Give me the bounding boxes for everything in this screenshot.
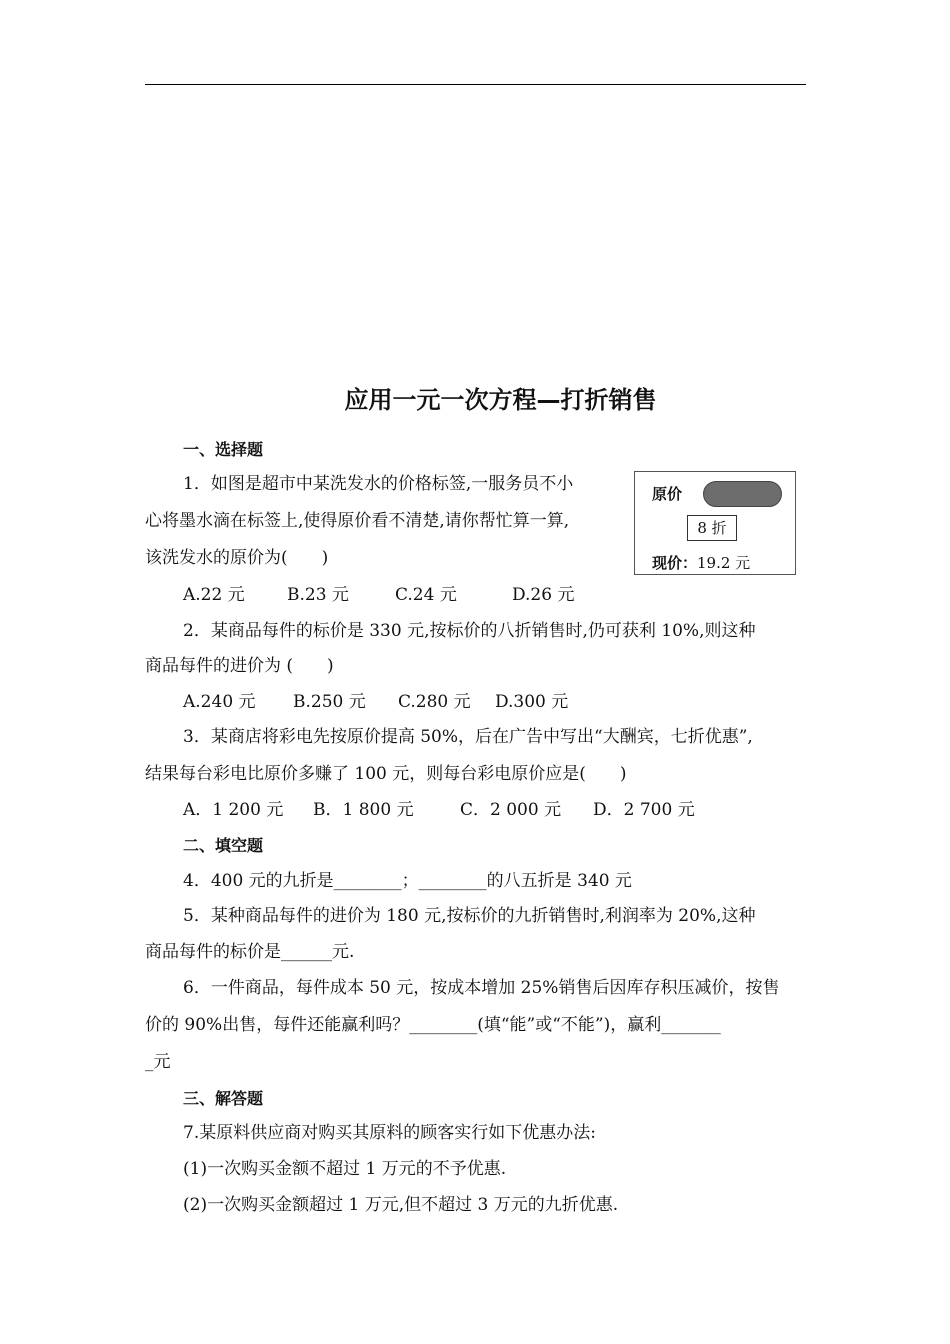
q6-line2: 价的 90%出售，每件还能赢利吗？________(填“能”或“不能”)，赢利_______ <box>145 1015 721 1035</box>
section-answer-heading: 三、解答题 <box>183 1089 264 1108</box>
q2-option-d: D.300 元 <box>495 692 569 712</box>
q3-option-c: C．2 000 元 <box>460 800 562 820</box>
page-title: 应用一元一次方程—打折销售 <box>344 386 657 414</box>
q2-line2: 商品每件的进价为 ( ) <box>145 656 334 676</box>
section-fill-heading: 二、填空题 <box>183 836 264 855</box>
q2-option-b: B.250 元 <box>293 692 366 712</box>
q1-line3: 该洗发水的原价为( ) <box>145 548 329 568</box>
q7-line3: (2)一次购买金额超过 1 万元,但不超过 3 万元的九折优惠. <box>183 1195 619 1215</box>
q4-line1: 4．400 元的九折是________；________的八五折是 340 元 <box>183 871 632 891</box>
ink-blot <box>703 481 782 507</box>
q2-line1: 2．某商品每件的标价是 330 元,按标价的八折销售时,仍可获利 10%,则这种 <box>183 621 756 641</box>
q6-line3: _元 <box>145 1052 171 1072</box>
q3-option-a: A．1 200 元 <box>183 800 284 820</box>
price-tag-current-label: 现价： <box>652 554 698 572</box>
q3-option-b: B．1 800 元 <box>313 800 414 820</box>
q5-line1: 5．某种商品每件的进价为 180 元,按标价的九折销售时,利润率为 20%,这种 <box>183 906 756 926</box>
q1-option-c: C.24 元 <box>395 585 457 605</box>
q1-option-d: D.26 元 <box>512 585 575 605</box>
q5-line2: 商品每件的标价是______元. <box>145 942 355 962</box>
q1-line2: 心将墨水滴在标签上,使得原价看不清楚,请你帮忙算一算, <box>145 511 570 531</box>
q1-option-a: A.22 元 <box>183 585 245 605</box>
price-tag-original-label: 原价 <box>652 485 683 503</box>
price-tag-discount: 8 折 <box>687 515 737 541</box>
q7-line2: (1)一次购买金额不超过 1 万元的不予优惠. <box>183 1159 507 1179</box>
section-choice-heading: 一、选择题 <box>183 440 264 459</box>
q3-options <box>183 800 695 820</box>
header-rule <box>145 84 806 85</box>
q3-line1: 3．某商店将彩电先按原价提高 50%，后在广告中写出“大酬宾，七折优惠”, <box>183 727 753 747</box>
q1-line1: 1．如图是超市中某洗发水的价格标签,一服务员不小 <box>183 474 574 494</box>
q2-option-a: A.240 元 <box>183 692 256 712</box>
q2-options <box>183 692 568 712</box>
q1-option-b: B.23 元 <box>287 585 349 605</box>
q1-options <box>183 585 574 605</box>
price-tag-current <box>652 552 750 573</box>
q7-line1: 7.某原料供应商对购买其原料的顾客实行如下优惠办法: <box>183 1123 596 1143</box>
q6-line1: 6．一件商品，每件成本 50 元，按成本增加 25%销售后因库存积压减价，按售 <box>183 978 780 998</box>
price-tag-figure <box>634 471 796 575</box>
q3-option-d: D．2 700 元 <box>593 800 695 820</box>
q2-option-c: C.280 元 <box>398 692 471 712</box>
price-tag-current-value: 19.2 元 <box>697 554 751 572</box>
q3-line2: 结果每台彩电比原价多赚了 100 元，则每台彩电原价应是( ) <box>145 764 627 784</box>
